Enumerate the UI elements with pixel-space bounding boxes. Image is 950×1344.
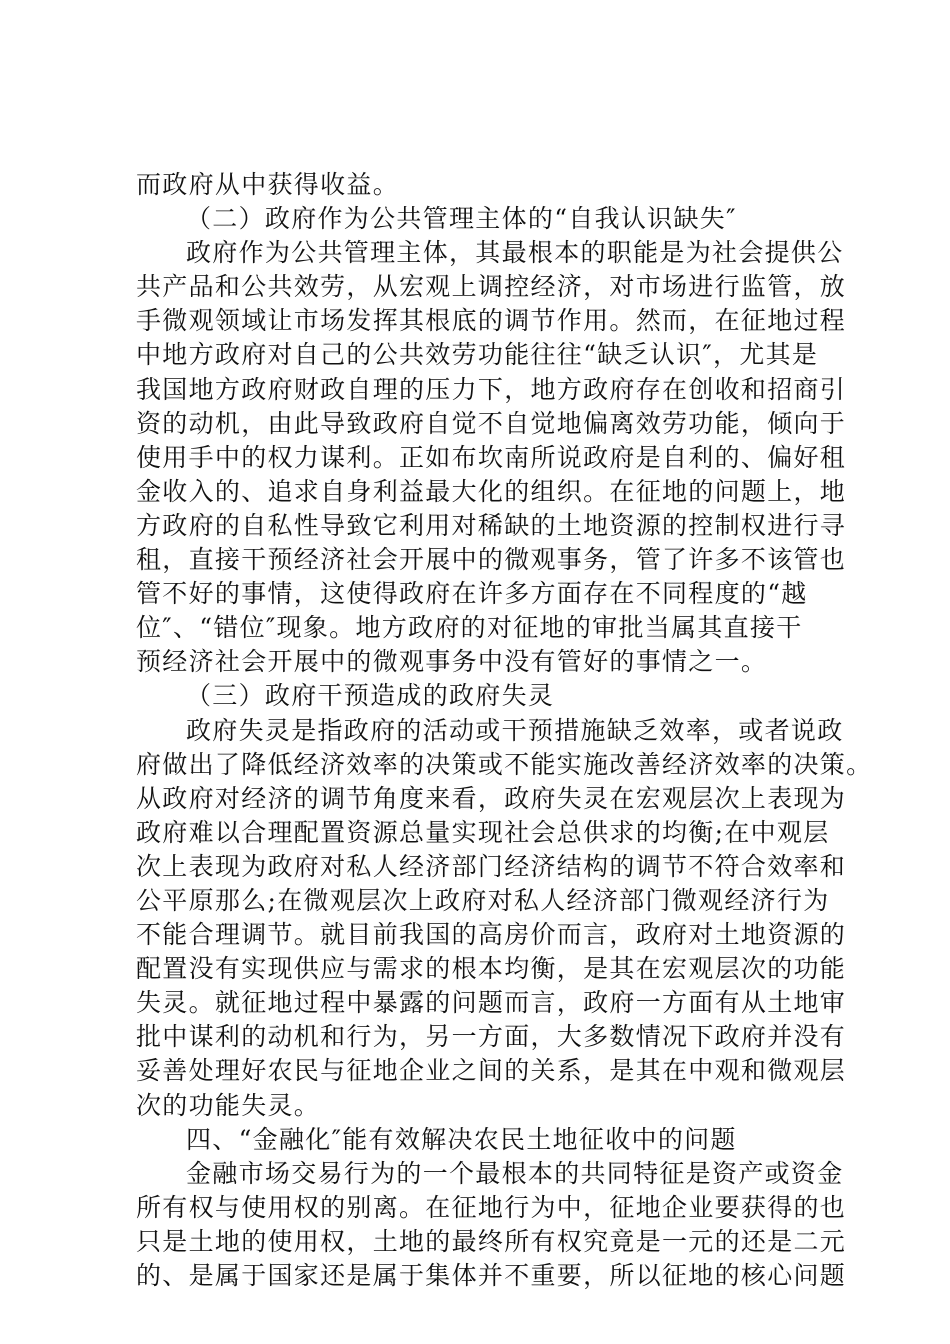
text-line: （二）政府作为公共管理主体的“自我认识缺失″ (186, 204, 737, 234)
text-line: 金融市场交易行为的一个最根本的共同特征是资产或资金 (186, 1158, 844, 1188)
text-line: 中地方政府对自己的公共效劳功能往往“缺乏认识″，尤其是 (136, 340, 819, 370)
text-line: 政府难以合理配置资源总量实现社会总供求的均衡;在中观层 (136, 817, 830, 847)
text-line: 位″、“错位″现象。地方政府的对征地的审批当属其直接干 (136, 613, 803, 643)
text-line: 的、是属于国家还是属于集体并不重要，所以征地的核心问题 (136, 1261, 847, 1290)
text-line: （三）政府干预造成的政府失灵 (186, 681, 555, 711)
text-line: 四、“金融化″能有效解决农民土地征收中的问题 (186, 1124, 737, 1154)
text-line: 管不好的事情，这使得政府在许多方面存在不同程度的“越 (136, 579, 808, 609)
text-line: 只是土地的使用权，土地的最终所有权究竟是一元的还是二元 (136, 1226, 847, 1256)
text-line: 批中谋利的动机和行为，另一方面，大多数情况下政府并没有 (136, 1022, 847, 1052)
text-line: 使用手中的权力谋利。正如布坎南所说政府是自利的、偏好租 (136, 442, 847, 472)
text-line: 我国地方政府财政自理的压力下，地方政府存在创收和招商引 (136, 374, 847, 404)
text-line: 资的动机，由此导致政府自觉不自觉地偏离效劳功能，倾向于 (136, 408, 847, 438)
text-line: 预经济社会开展中的微观事务中没有管好的事情之一。 (136, 647, 768, 677)
text-line: 方政府的自私性导致它利用对稀缺的土地资源的控制权进行寻 (136, 510, 847, 540)
text-line: 不能合理调节。就目前我国的高房价而言，政府对土地资源的 (136, 920, 847, 950)
text-line: 府做出了降低经济效率的决策或不能实施改善经济效率的决策。 (136, 749, 873, 779)
text-line: 手微观领域让市场发挥其根底的调节作用。然而，在征地过程 (136, 306, 847, 336)
text-line: 政府失灵是指政府的活动或干预措施缺乏效率，或者说政 (186, 715, 844, 745)
text-line: 共产品和公共效劳，从宏观上调控经济，对市场进行监管，放 (136, 272, 847, 302)
text-line: 失灵。就征地过程中暴露的问题而言，政府一方面有从土地审 (136, 988, 847, 1018)
text-line: 公平原那么;在微观层次上政府对私人经济部门微观经济行为 (136, 885, 830, 915)
text-line: 金收入的、追求自身利益最大化的组织。在征地的问题上，地 (136, 476, 847, 506)
text-line: 政府作为公共管理主体，其最根本的职能是为社会提供公 (186, 238, 844, 268)
text-line: 所有权与使用权的别离。在征地行为中，征地企业要获得的也 (136, 1192, 847, 1222)
text-line: 次的功能失灵。 (136, 1090, 321, 1120)
text-line: 从政府对经济的调节角度来看，政府失灵在宏观层次上表现为 (136, 783, 847, 813)
document-body (136, 168, 873, 1293)
text-line: 而政府从中获得收益。 (136, 170, 400, 199)
text-line: 租，直接干预经济社会开展中的微观事务，管了许多不该管也 (136, 545, 847, 575)
text-line: 配置没有实现供应与需求的根本均衡，是其在宏观层次的功能 (136, 954, 847, 984)
text-line: 次上表现为政府对私人经济部门经济结构的调节不符合效率和 (136, 851, 847, 881)
text-line: 妥善处理好农民与征地企业之间的关系，是其在中观和微观层 (136, 1056, 847, 1086)
